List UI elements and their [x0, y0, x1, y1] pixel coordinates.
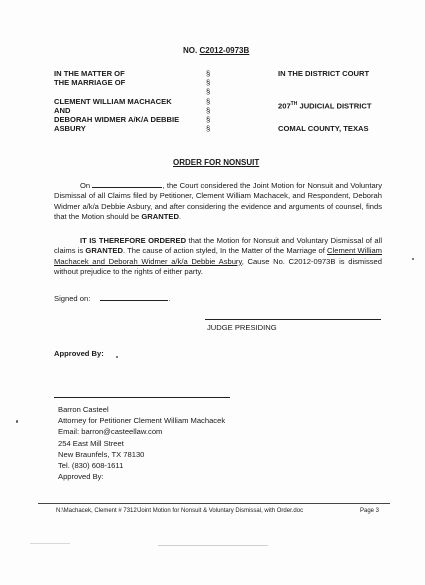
section-symbol: § — [206, 87, 211, 97]
court-name: IN THE DISTRICT COURT — [278, 69, 370, 78]
para2-styled: Clement William Machacek and Deborah Widmer a/k/a Debbie Asbury — [54, 246, 382, 266]
signed-on-blank — [100, 293, 171, 303]
para2-granted: GRANTED — [85, 246, 123, 256]
para2-ordered: IT IS THEREFORE ORDERED — [80, 236, 187, 245]
footer-path: N:\Machacek, Clement # 7312\Joint Motion for Nonsuit & Voluntary Dismissal, with Order.doc — [56, 508, 304, 514]
attorney-signature-line — [54, 397, 230, 398]
section-symbol: § — [206, 78, 211, 88]
para2-text-b: . The cause of action styled, In the Matter of the Marriage of — [122, 246, 328, 256]
caption-line: AND — [54, 105, 71, 115]
para1-on: On — [80, 181, 91, 190]
approved-by-heading: Approved By: — [54, 349, 104, 358]
section-symbol: § — [206, 115, 211, 125]
case-number — [183, 46, 249, 56]
attorney-city: New Braunfels, TX 78130 — [58, 449, 145, 459]
scan-artifact — [30, 543, 70, 544]
section-symbols — [206, 69, 210, 133]
document-title: ORDER FOR NONSUIT — [173, 158, 260, 167]
attorney-name: Barron Casteel — [58, 405, 109, 414]
attorney-street: 254 East Mill Street — [58, 438, 124, 448]
para1-end: . — [178, 212, 182, 222]
section-symbol: § — [206, 69, 211, 78]
attorney-role: Attorney for Petitioner Clement William Machacek — [58, 416, 226, 426]
scan-speck — [16, 420, 18, 423]
district-suffix: TH — [290, 101, 298, 107]
para2-text-c: , Cause No. C2012-0973B is dismissed without prejudice to the rights of either party. — [54, 256, 382, 277]
section-symbol: § — [206, 96, 211, 106]
caption-line: DEBORAH WIDMER A/K/A DEBBIE — [54, 115, 180, 124]
case-number-value: C2012-0973B — [199, 46, 250, 55]
case-number-prefix: NO. — [183, 46, 198, 55]
district-label: JUDICIAL DISTRICT — [299, 101, 372, 111]
caption-line: THE MARRIAGE OF — [54, 78, 126, 88]
caption-line — [54, 87, 179, 96]
caption-line: IN THE MATTER OF — [54, 69, 125, 78]
date-blank — [92, 180, 162, 188]
attorney-approved-by: Approved By: — [58, 472, 104, 482]
section-symbol: § — [206, 105, 211, 115]
signed-on-label: Signed on: — [54, 294, 91, 303]
para1-text: , the Court considered the Joint Motion for Nonsuit and Voluntary Dismissal of all Claims filed by Petitioner, Clement William Machacek, and Respondent, Deborah Widmer a/k/a Debbie Asbury, and after considering the evidence and arguments of counsel, finds that the Motion should be — [54, 181, 382, 222]
judge-signature-line — [205, 319, 381, 320]
paragraph-findings — [54, 180, 382, 223]
attorney-email — [58, 426, 225, 437]
footer-rule — [38, 503, 390, 504]
footer-page-number: Page 3 — [360, 508, 380, 514]
county: COMAL COUNTY, TEXAS — [278, 124, 369, 133]
para2-text-a: that the Motion for Nonsuit and Voluntary Dismissal of all claims is — [54, 236, 382, 256]
email-value: barron@casteellaw.com — [81, 427, 163, 437]
judge-presiding: JUDGE PRESIDING — [207, 323, 277, 332]
section-symbol: § — [206, 124, 211, 134]
email-label: Email: — [58, 427, 80, 437]
paragraph-order — [54, 236, 382, 278]
scan-artifact — [158, 545, 268, 546]
attorney-block — [58, 404, 225, 482]
caption-line: ASBURY — [54, 124, 86, 134]
attorney-phone: Tel. (830) 608-1611 — [58, 461, 124, 471]
para1-granted: GRANTED — [141, 212, 179, 222]
district-number: 207 — [278, 101, 291, 111]
signed-on-end: . — [168, 294, 171, 303]
caption-left — [54, 69, 179, 133]
scan-speck — [412, 258, 414, 260]
judicial-district — [278, 99, 371, 112]
caption-line: CLEMENT WILLIAM MACHACEK — [54, 96, 172, 106]
scan-speck — [116, 356, 118, 358]
signed-on — [54, 293, 171, 304]
